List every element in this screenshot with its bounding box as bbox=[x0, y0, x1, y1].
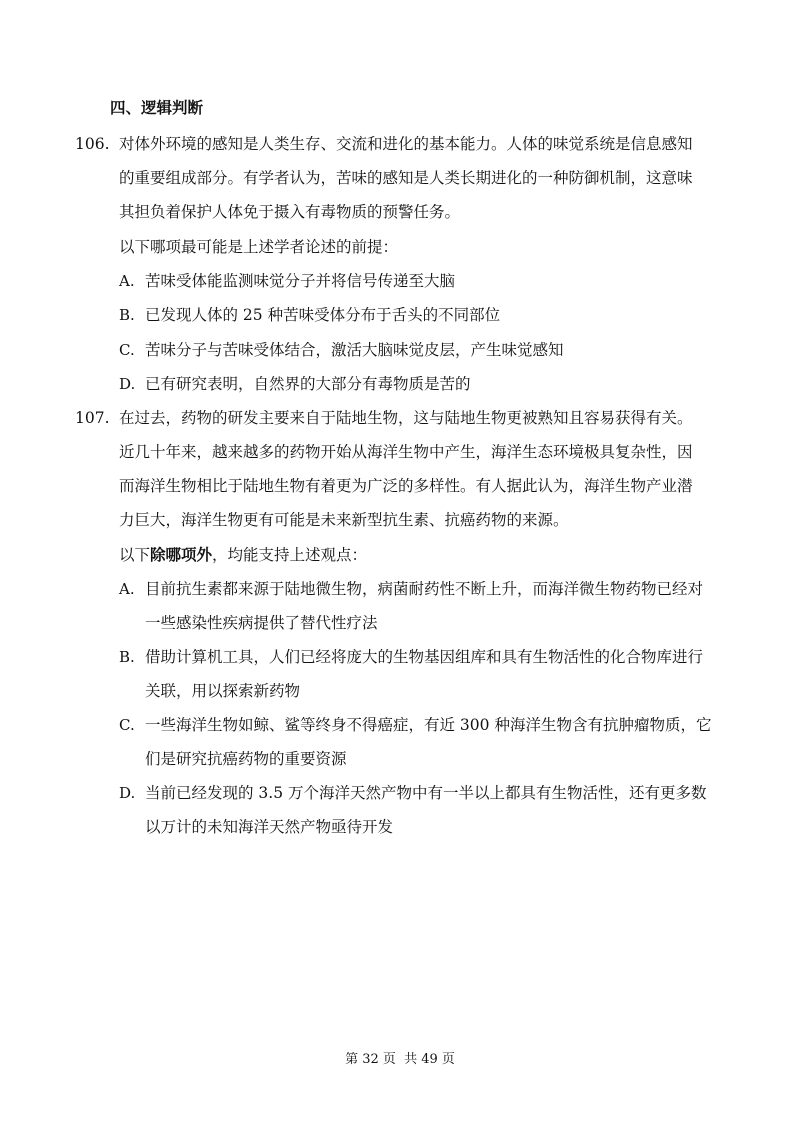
question-stem-line: 对体外环境的感知是人类生存、交流和进化的基本能力。人体的味觉系统是信息感知 bbox=[119, 135, 693, 153]
option-text: 以万计的未知海洋天然产物亟待开发 bbox=[145, 818, 394, 836]
option-letter: A. bbox=[119, 580, 135, 598]
option-text: 当前已经发现的 3.5 万个海洋天然产物中有一半以上都具有生物活性，还有更多数 bbox=[145, 784, 707, 802]
page-number: 第 32 页 bbox=[345, 1052, 396, 1067]
option-text: 苦味分子与苦味受体结合，激活大脑味觉皮层，产生味觉感知 bbox=[145, 341, 564, 359]
question-stem-line: 的重要组成部分。有学者认为，苦味的感知是人类长期进化的一种防御机制，这意味 bbox=[119, 169, 693, 187]
option-letter: D. bbox=[119, 375, 136, 393]
question-stem-line: 力巨大，海洋生物更有可能是未来新型抗生素、抗癌药物的来源。 bbox=[119, 511, 569, 529]
section-title: 四、逻辑判断 bbox=[110, 99, 204, 117]
option-letter: B. bbox=[119, 648, 135, 666]
option-text: 已发现人体的 25 种苦味受体分布于舌头的不同部位 bbox=[145, 306, 501, 324]
page-footer bbox=[0, 1051, 800, 1069]
question-prompt-emphasis: 除哪项外 bbox=[150, 546, 213, 564]
question-prompt: 以下哪项最可能是上述学者论述的前提： bbox=[119, 238, 399, 256]
question-number: 107. bbox=[75, 409, 110, 427]
option-text: 们是研究抗癌药物的重要资源 bbox=[145, 750, 347, 768]
question-prompt-suffix: ，均能支持上述观点： bbox=[212, 546, 368, 564]
question-stem-line: 近几十年来，越来越多的药物开始从海洋生物中产生，海洋生态环境极具复杂性，因 bbox=[119, 443, 693, 461]
question-stem-line: 在过去，药物的研发主要来自于陆地生物，这与陆地生物更被熟知且容易获得有关。 bbox=[119, 409, 693, 427]
option-letter: C. bbox=[119, 341, 135, 359]
page-total: 共 49 页 bbox=[404, 1052, 455, 1067]
option-text: 一些海洋生物如鲸、鲨等终身不得癌症，有近 300 种海洋生物含有抗肿瘤物质，它 bbox=[145, 716, 712, 734]
question-stem-line: 其担负着保护人体免于摄入有毒物质的预警任务。 bbox=[119, 203, 461, 221]
question-number: 106. bbox=[75, 135, 110, 153]
option-letter: C. bbox=[119, 716, 135, 734]
question-stem-line: 而海洋生物相比于陆地生物有着更为广泛的多样性。有人据此认为，海洋生物产业潜 bbox=[119, 477, 693, 495]
option-text: 已有研究表明，自然界的大部分有毒物质是苦的 bbox=[145, 375, 471, 393]
option-text: 目前抗生素都来源于陆地微生物，病菌耐药性不断上升，而海洋微生物药物已经对 bbox=[145, 580, 704, 598]
option-letter: B. bbox=[119, 306, 135, 324]
question-prompt-prefix: 以下 bbox=[119, 546, 151, 564]
option-letter: D. bbox=[119, 784, 136, 802]
option-text: 关联，用以探索新药物 bbox=[145, 682, 301, 700]
question-prompt bbox=[119, 538, 367, 572]
option-letter: A. bbox=[119, 272, 135, 290]
option-text: 苦味受体能监测味觉分子并将信号传递至大脑 bbox=[145, 272, 456, 290]
option-text: 借助计算机工具，人们已经将庞大的生物基因组库和具有生物活性的化合物库进行 bbox=[145, 648, 704, 666]
option-text: 一些感染性疾病提供了替代性疗法 bbox=[145, 614, 378, 632]
